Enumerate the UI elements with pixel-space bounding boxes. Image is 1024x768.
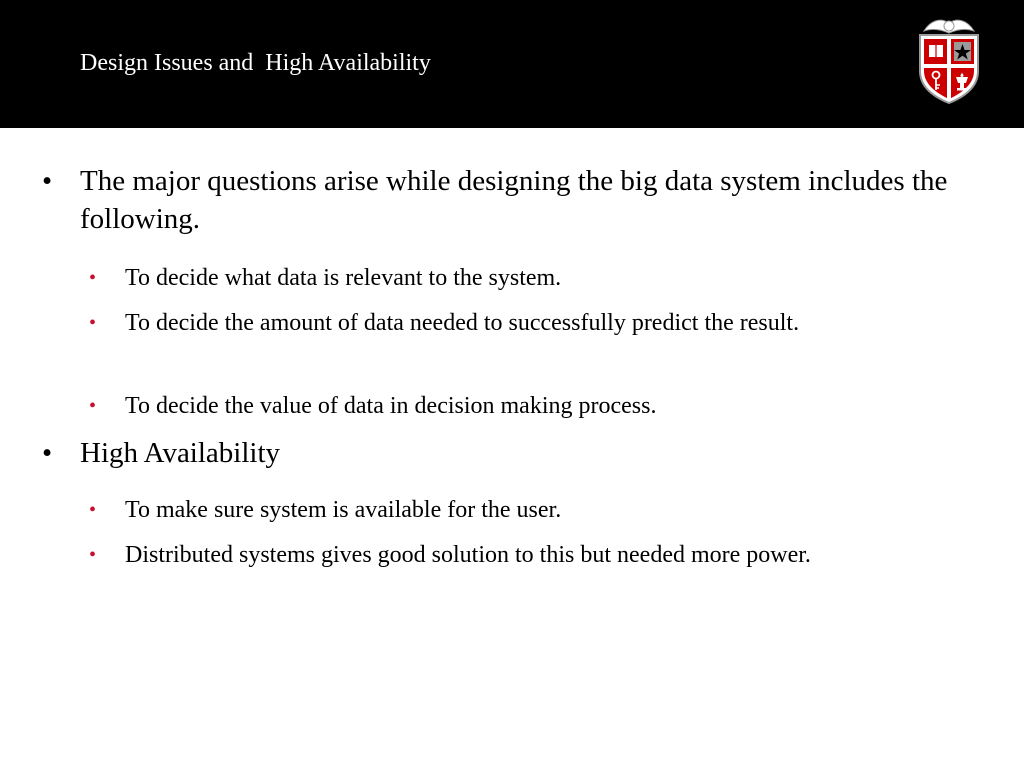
sub-bullet-dot: • xyxy=(89,499,97,521)
slide-title: Design Issues and High Availability xyxy=(80,50,431,76)
bullet-dot: • xyxy=(42,165,53,197)
sub-bullet-dot: • xyxy=(89,312,97,334)
sub-bullet-item xyxy=(89,261,974,295)
sub-bullet-dot: • xyxy=(89,544,97,566)
sub-bullet-text: Distributed systems gives good solution to this but needed more power. xyxy=(125,542,811,568)
sub-bullet-text: To decide the amount of data needed to successfully predict the result. xyxy=(125,310,800,336)
sub-bullet-item xyxy=(89,538,974,572)
sub-bullet-dot: • xyxy=(89,267,97,289)
sub-bullet-item xyxy=(89,493,974,527)
bullet-dot: • xyxy=(42,437,53,469)
bullet-item xyxy=(42,434,960,472)
bullet-text: The major questions arise while designing the big data system includes the following. xyxy=(80,165,948,235)
bullet-item xyxy=(42,162,960,238)
sub-bullet-dot: • xyxy=(89,395,97,417)
sub-bullet-text: To decide the value of data in decision making process. xyxy=(125,393,657,419)
bullet-text: High Availability xyxy=(80,437,281,469)
sub-bullet-item xyxy=(89,306,974,340)
sub-bullet-item xyxy=(89,389,974,423)
sub-bullet-text: To decide what data is relevant to the system. xyxy=(125,265,562,291)
sub-bullet-text: To make sure system is available for the user. xyxy=(125,497,562,523)
